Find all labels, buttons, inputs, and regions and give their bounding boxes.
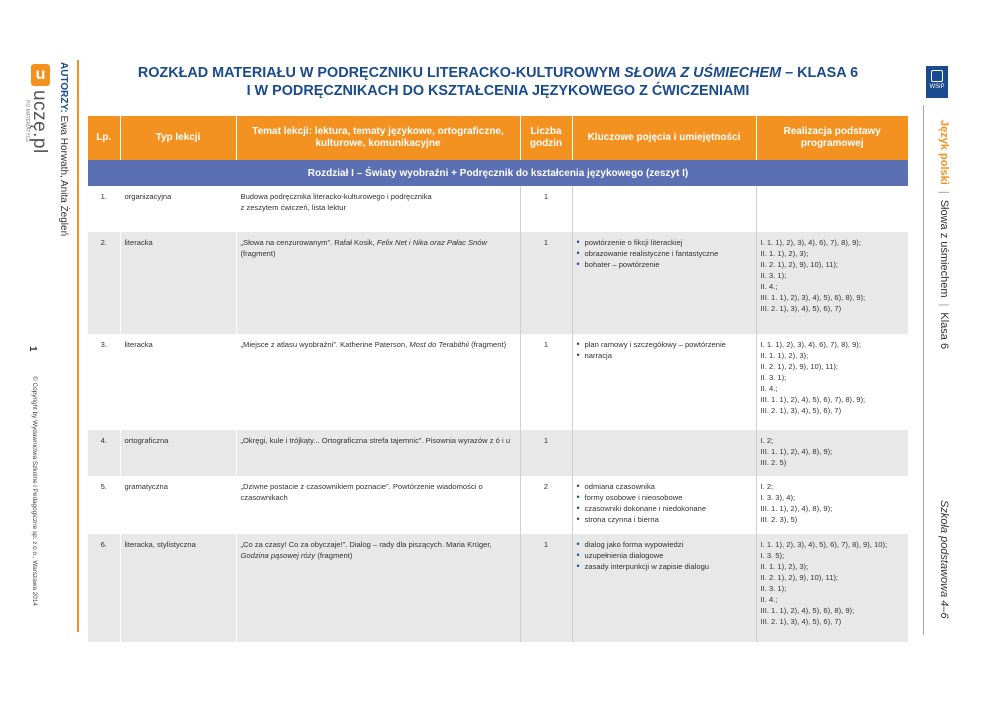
concept-item: • plan ramowy i szczegółowy – powtórzenie: [577, 339, 752, 350]
cell-concepts: [572, 430, 756, 476]
curriculum-item: II. 3. 1);: [760, 373, 787, 382]
cell-concepts: [572, 476, 756, 534]
topic-text: (fragment): [468, 340, 507, 349]
topic-work-title: Most do Terabithii: [409, 340, 469, 349]
cell-concepts: [572, 232, 756, 334]
cell-topic: [236, 534, 520, 642]
header-lp: Lp.: [88, 116, 120, 160]
title-part: – KLASA 6: [781, 65, 859, 81]
separator: |: [938, 190, 950, 194]
cell-curriculum: [756, 534, 908, 642]
cell-hours: 1: [520, 534, 572, 642]
cell-topic: [236, 430, 520, 476]
separator: |: [938, 303, 950, 307]
concept-item: • bohater – powtórzenie: [577, 259, 752, 270]
topic-text: Budowa podręcznika literacko-kulturowego i podręcznika: [240, 192, 432, 201]
curriculum-item: I. 1. 1), 2), 3), 4), 6), 7), 8), 9);: [760, 340, 861, 349]
authors: [58, 62, 69, 236]
concepts-list: [577, 481, 752, 525]
curriculum-item: III. 1. 1), 2), 3), 4), 5), 6), 8), 9);: [760, 293, 866, 302]
curriculum-item: III. 1. 1), 2), 4), 5), 6), 8), 9);: [760, 606, 855, 615]
cell-curriculum: [756, 476, 908, 534]
cell-lp: 4.: [88, 430, 120, 476]
curriculum-item: II. 2. 1), 2), 9), 10), 11);: [760, 362, 839, 371]
concept-item: • dialog jako forma wypowiedzi: [577, 539, 752, 550]
cell-topic: [236, 476, 520, 534]
logo-tagline: PO MATEMATYCE: [24, 100, 30, 143]
table-row: [88, 476, 908, 534]
curriculum-item: II. 1. 1), 2), 3);: [760, 249, 809, 258]
cell-hours: 1: [520, 334, 572, 430]
curriculum-item: II. 2. 1), 2), 9), 10), 11);: [760, 260, 839, 269]
curriculum-item: II. 4.;: [760, 595, 778, 604]
topic-text: „Słowa na cenzurowanym”. Rafał Kosik,: [240, 238, 377, 247]
chapter-title: Rozdział I – Światy wyobraźni + Podręcznik do kształcenia językowego (zeszyt I): [88, 160, 908, 186]
topic-work-title: u: [505, 436, 511, 445]
header-concepts: Kluczowe pojęcia i umiejętności: [572, 116, 756, 160]
right-divider: [923, 105, 924, 635]
topic-text: „Dziwne postacie z czasownikiem poznacie”. Powtórzenie wiadomości o czasownikach: [240, 482, 483, 502]
cell-hours: 1: [520, 186, 572, 232]
curriculum-item: III. 2. 1), 3), 4), 5), 6), 7): [760, 617, 842, 626]
cell-type: organizacyjna: [120, 186, 236, 232]
concept-item: • zasady interpunkcji w zapisie dialogu: [577, 561, 752, 572]
header-curriculum: Realizacja podstawy programowej: [756, 116, 908, 160]
page-title: [88, 64, 908, 100]
topic-work-title: Godzina pąsowej róży: [240, 551, 316, 560]
title-part: ROZKŁAD MATERIAŁU W PODRĘCZNIKU LITERACKO-KULTUROWYM: [137, 65, 625, 81]
publisher-name: WSiP: [929, 84, 945, 90]
concept-item: • obrazowanie realistyczne i fantastyczne: [577, 248, 752, 259]
cell-topic: [236, 334, 520, 430]
cell-type: gramatyczna: [120, 476, 236, 534]
concept-item: • narracja: [577, 350, 752, 361]
header-hours: Liczba godzin: [520, 116, 572, 160]
logo-mark: u: [31, 64, 50, 86]
logo-text: uczę.pl: [29, 90, 50, 154]
topic-text: (fragment): [240, 249, 276, 258]
chapter-row: [88, 160, 908, 186]
table-header-row: [88, 116, 908, 160]
subject-name: Język polski: [938, 120, 950, 185]
cell-curriculum: [756, 430, 908, 476]
cell-type: ortograficzna: [120, 430, 236, 476]
schedule-table: [88, 116, 908, 642]
cell-hours: 1: [520, 232, 572, 334]
cell-concepts: [572, 186, 756, 232]
school-level: Szkoła podstawowa 4–6: [938, 500, 950, 619]
curriculum-item: III. 2. 3), 5): [760, 515, 798, 524]
curriculum-item: I. 1. 1), 2), 3), 4), 6), 7), 8), 9);: [760, 238, 861, 247]
authors-names: Ewa Horwath, Anita Żegleń: [58, 115, 69, 237]
publisher-icon: [931, 70, 943, 82]
cell-lp: 3.: [88, 334, 120, 430]
book-title: SŁOWA Z UŚMIECHEM: [624, 65, 782, 81]
cell-topic: [236, 232, 520, 334]
cell-type: literacka, stylistyczna: [120, 534, 236, 642]
title-line-1: [88, 64, 908, 82]
cell-curriculum: [756, 186, 908, 232]
cell-topic: [236, 186, 520, 232]
cell-lp: 1.: [88, 186, 120, 232]
concept-item: • czasowniki dokonane i niedokonane: [577, 503, 752, 514]
authors-label: AUTORZY:: [58, 62, 69, 113]
curriculum-item: I. 1. 1), 2), 3), 4), 5), 6), 7), 8), 9), 10);: [760, 540, 888, 549]
curriculum-item: III. 1. 1), 2), 4), 8), 9);: [760, 447, 833, 456]
publisher-logo: [926, 66, 948, 98]
series-name: Słowa z uśmiechem: [938, 199, 950, 298]
table-row: [88, 186, 908, 232]
concepts-list: [577, 339, 752, 361]
cell-hours: 1: [520, 430, 572, 476]
topic-text: z zeszytem ćwiczeń, lista lektur: [240, 203, 346, 212]
topic-text: „Co za czasy! Co za obyczaje!”. Dialog – rady dla piszących. Maria Krüger,: [240, 540, 492, 549]
concept-item: • formy osobowe i nieosobowe: [577, 492, 752, 503]
table-row: [88, 534, 908, 642]
header-type: Typ lekcji: [120, 116, 236, 160]
cell-type: literacka: [120, 334, 236, 430]
concept-item: • uzupełnienia dialogowe: [577, 550, 752, 561]
table-row: [88, 430, 908, 476]
concept-item: • strona czynna i bierna: [577, 514, 752, 525]
table-row: [88, 334, 908, 430]
table-row: [88, 232, 908, 334]
header-topic: Temat lekcji: lektura, tematy językowe, ortograficzne, kulturowe, komunikacyjne: [236, 116, 520, 160]
subject-series-grade: [938, 120, 950, 349]
curriculum-item: II. 4.;: [760, 384, 778, 393]
curriculum-item: III. 1. 1), 2), 4), 5), 6), 7), 8), 9);: [760, 395, 866, 404]
left-sidebar: [0, 0, 84, 702]
topic-text: „Okręgi, kule i trójkąty... Ortograficzna strefa tajemnic”. Pisownia wyrazów z ó i: [240, 436, 506, 445]
curriculum-item: III. 2. 1), 3), 4), 5), 6), 7): [760, 304, 842, 313]
cell-concepts: [572, 534, 756, 642]
title-line-2: I W PODRĘCZNIKACH DO KSZTAŁCENIA JĘZYKOWEGO Z ĆWICZENIAMI: [246, 83, 750, 99]
curriculum-item: III. 2. 5): [760, 458, 787, 467]
concepts-list: [577, 237, 752, 270]
cell-concepts: [572, 334, 756, 430]
curriculum-item: II. 3. 1);: [760, 584, 787, 593]
curriculum-item: II. 2. 1), 2), 9), 10), 11);: [760, 573, 839, 582]
curriculum-item: I. 3. 3), 4);: [760, 493, 796, 502]
curriculum-item: I. 2;: [760, 482, 774, 491]
curriculum-item: II. 1. 1), 2), 3);: [760, 351, 809, 360]
cell-lp: 6.: [88, 534, 120, 642]
cell-hours: 2: [520, 476, 572, 534]
curriculum-item: III. 1. 1), 2), 4), 8), 9);: [760, 504, 833, 513]
topic-text: „Miejsce z atlasu wyobraźni”. Katherine Paterson,: [240, 340, 410, 349]
curriculum-item: I. 2;: [760, 436, 774, 445]
cell-type: literacka: [120, 232, 236, 334]
curriculum-item: II. 3. 1);: [760, 271, 787, 280]
topic-work-title: Felix Net i Nika oraz Pałac Snów: [376, 238, 487, 247]
concepts-list: [577, 539, 752, 572]
curriculum-item: II. 1. 1), 2), 3);: [760, 562, 809, 571]
curriculum-item: III. 2. 1), 3), 4), 5), 6), 7): [760, 406, 842, 415]
copyright: © Copyright by Wydawnictwa Szkolne i Pedagogiczne sp. z o.o., Warszawa 2014: [31, 376, 38, 606]
cell-lp: 2.: [88, 232, 120, 334]
concept-item: • powtórzenie o fikcji literackiej: [577, 237, 752, 248]
curriculum-item: I. 3. 5);: [760, 551, 785, 560]
concept-item: • odmiana czasownika: [577, 481, 752, 492]
topic-text: (fragment): [315, 551, 353, 560]
curriculum-item: II. 4.;: [760, 282, 778, 291]
cell-curriculum: [756, 334, 908, 430]
grade: Klasa 6: [938, 312, 950, 350]
page-number: 1: [27, 346, 38, 352]
cell-lp: 5.: [88, 476, 120, 534]
cell-curriculum: [756, 232, 908, 334]
left-divider: [77, 60, 79, 632]
